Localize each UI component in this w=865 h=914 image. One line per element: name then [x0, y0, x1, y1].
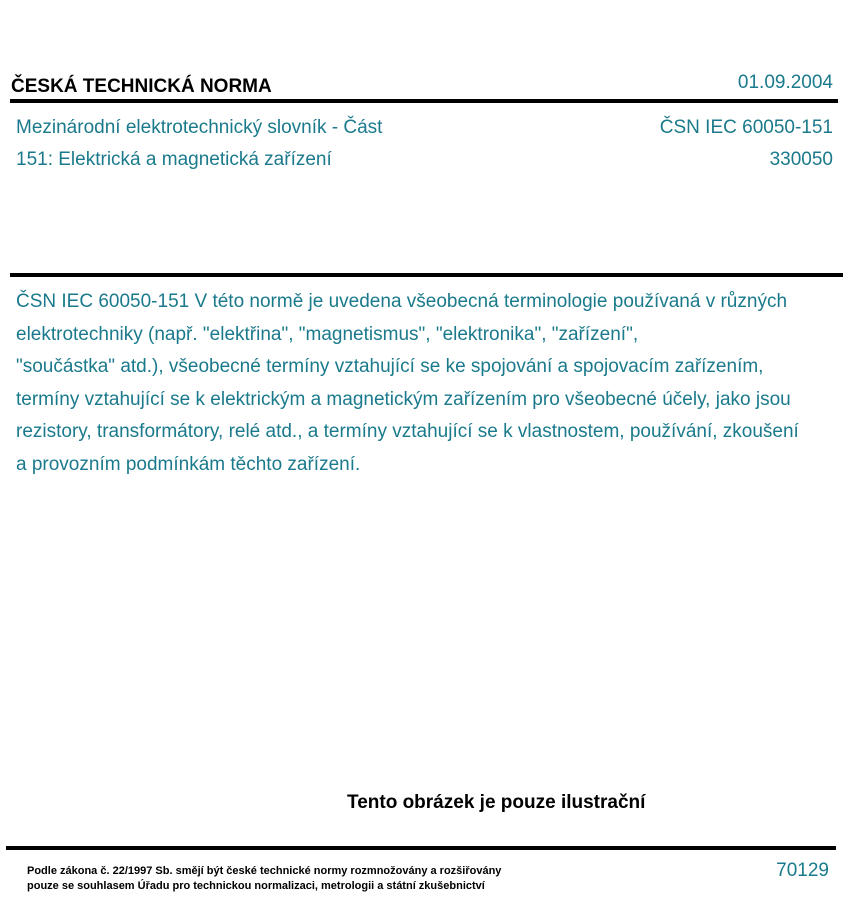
description-line: "součástka" atd.), všeobecné termíny vztahující se ke spojování a spojovacím zařízením,: [16, 356, 764, 377]
legal-notice-line-2: pouze se souhlasem Úřadu pro technickou normalizaci, metrologii a státní zkušebnictví: [27, 880, 485, 892]
document-heading: ČESKÁ TECHNICKÁ NORMA: [11, 76, 272, 97]
legal-notice-line-1: Podle zákona č. 22/1997 Sb. smějí být české technické normy rozmnožovány a rozšiřovány: [27, 865, 502, 877]
publication-date: 01.09.2004: [737, 72, 833, 93]
catalog-number: 70129: [776, 860, 829, 881]
description-line: ČSN IEC 60050-151 V této normě je uvedena všeobecná terminologie používaná v různých: [16, 291, 788, 312]
classification-number: 330050: [769, 149, 833, 170]
legal-notice: [27, 864, 501, 894]
title-divider: [10, 273, 843, 277]
description-line: rezistory, transformátory, relé atd., a termíny vztahující se k vlastnostem, používání, zkoušení: [16, 421, 799, 442]
footer-divider: [6, 846, 836, 850]
illustration-notice: Tento obrázek je pouze ilustrační: [347, 792, 646, 813]
header-divider: [10, 99, 838, 103]
description-line: termíny vztahující se k elektrickým a magnetickým zařízením pro všeobecné účely, jako jsou: [16, 388, 791, 410]
standard-title-line-1: Mezinárodní elektrotechnický slovník - Část: [16, 117, 383, 138]
description-line: elektrotechniky (např. "elektřina", "magnetismus", "elektronika", "zařízení",: [16, 323, 639, 345]
standard-code: ČSN IEC 60050-151: [659, 117, 833, 138]
standard-title-line-2: 151: Elektrická a magnetická zařízení: [16, 149, 332, 170]
description-text: [16, 286, 799, 481]
description-line: a provozním podmínkám těchto zařízení.: [16, 453, 361, 475]
